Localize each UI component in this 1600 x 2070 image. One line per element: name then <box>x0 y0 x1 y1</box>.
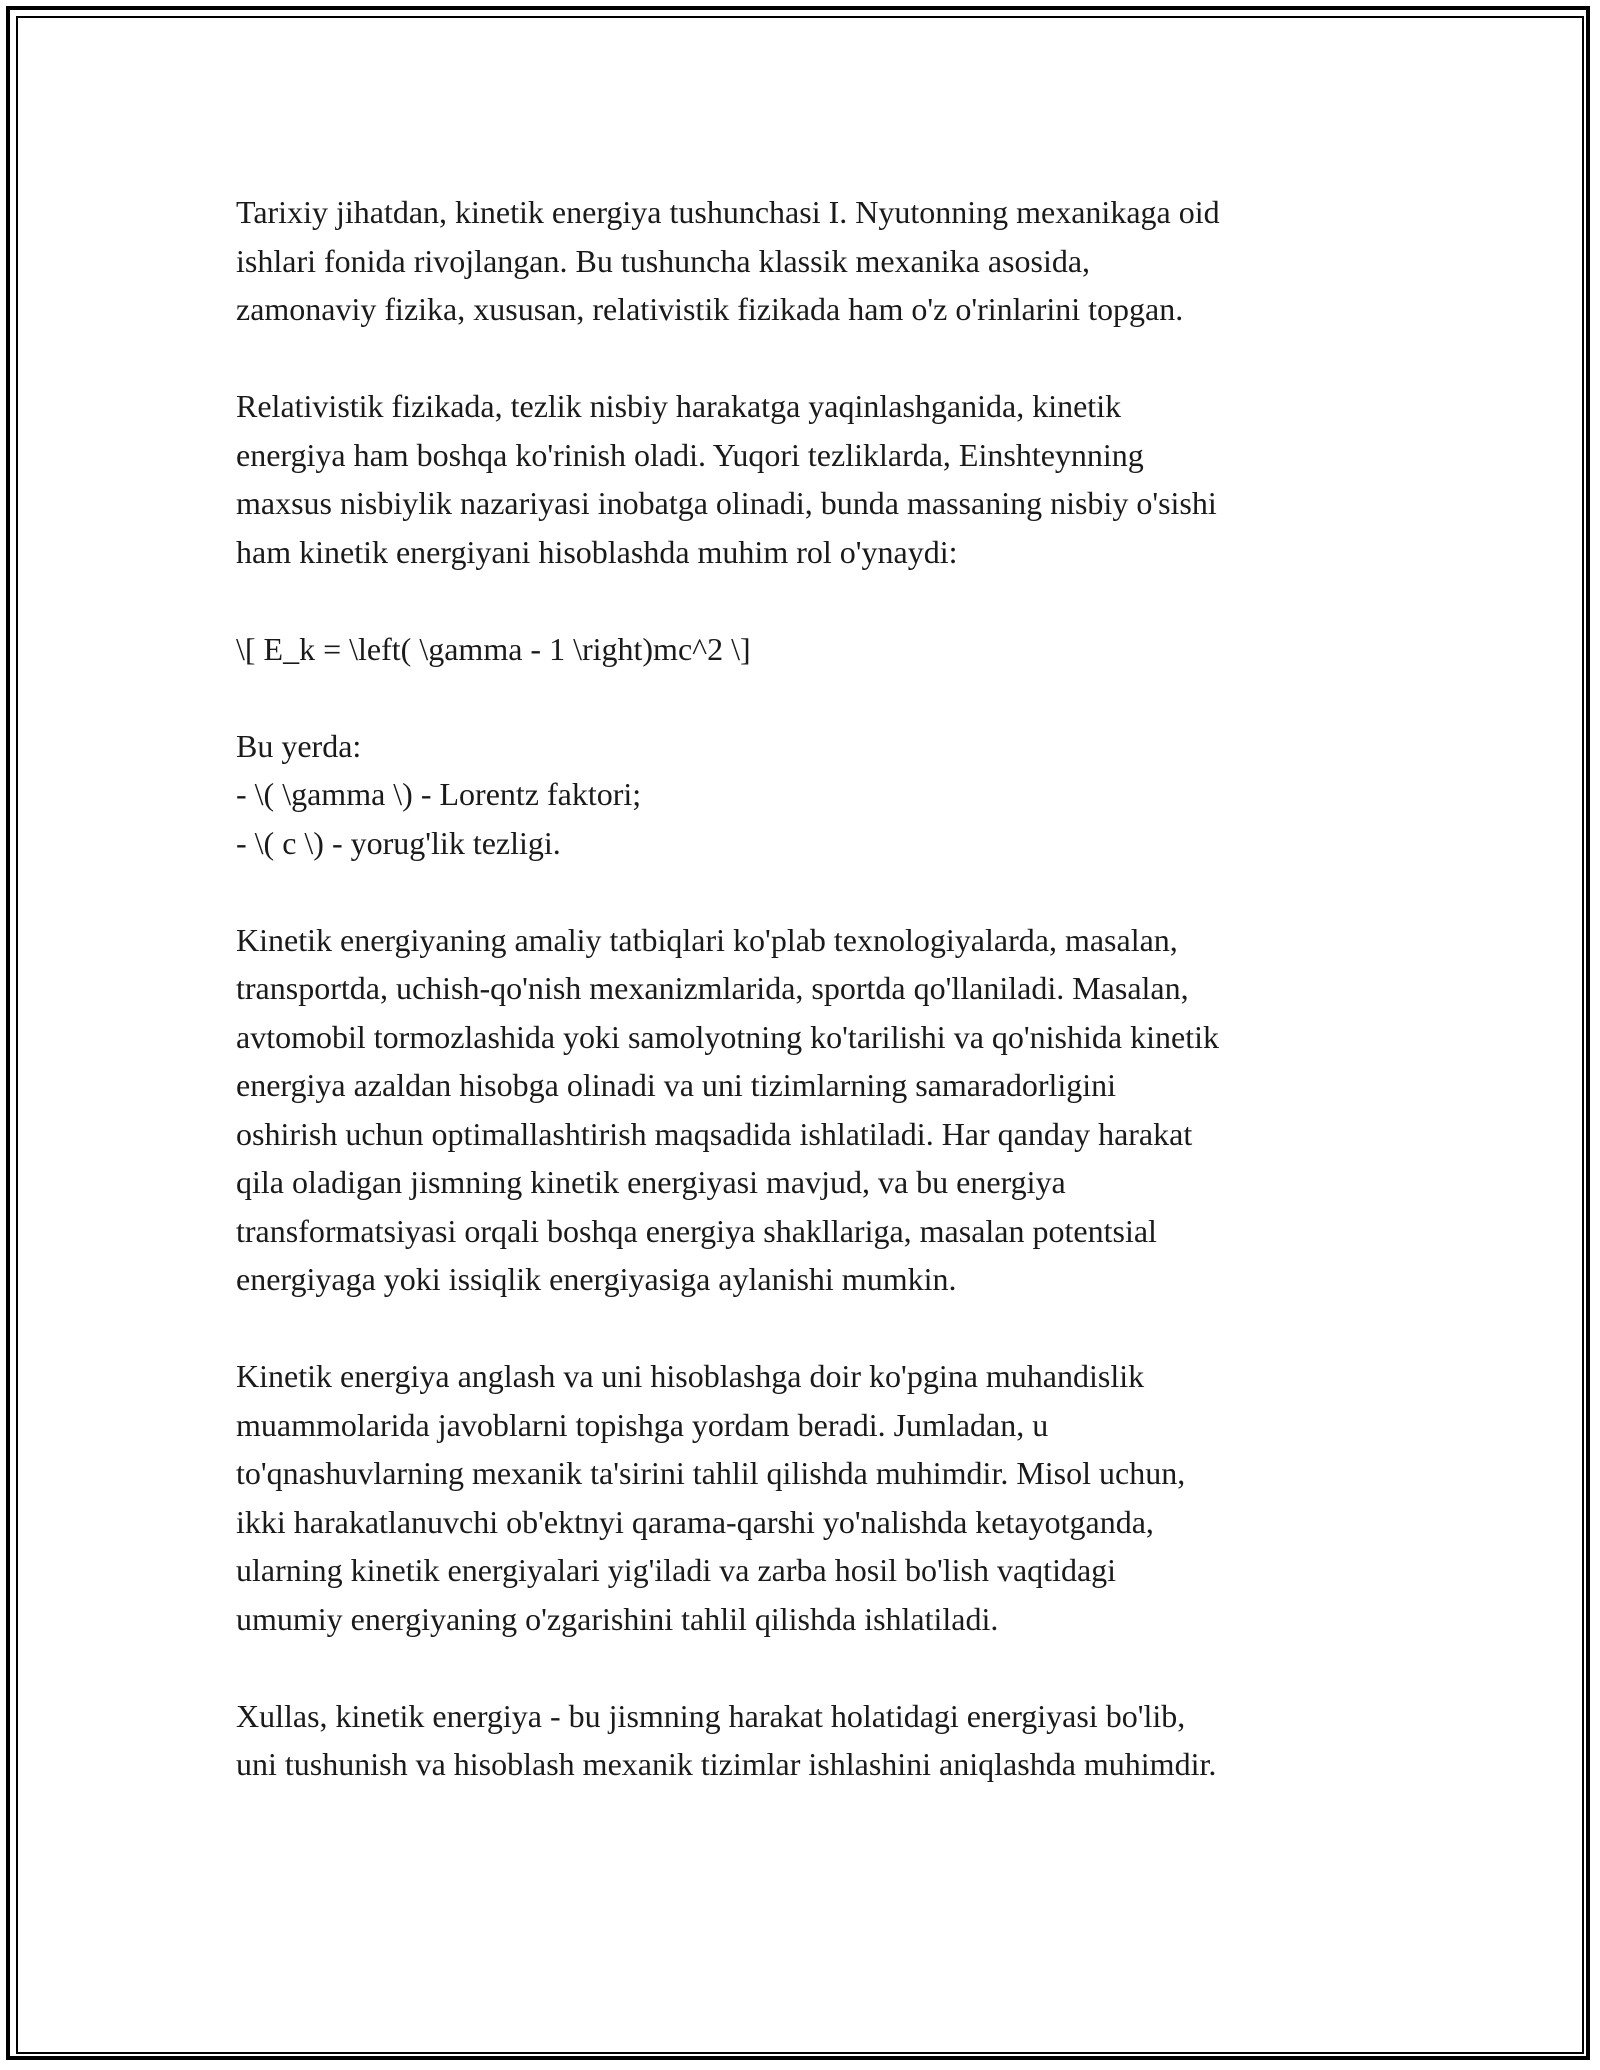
paragraph-definitions: Bu yerda: - \( \gamma \) - Lorentz faktori; - \( c \) - yorug'lik tezligi. <box>236 727 642 861</box>
document-body <box>236 188 1386 1837</box>
formula-kinetic-energy: \[ E_k = \left( \gamma - 1 \right)mc^2 \] <box>236 630 751 667</box>
paragraph-history: Tarixiy jihatdan, kinetik energiya tushunchasi I. Nyutonning mexanikaga oid ishlari fonida rivojlangan. Bu tushuncha klassik mexanika asosida, zamonaviy fizika, xususan, relativistik fizikada ham o'z o'rinlarini topgan. <box>236 194 1220 327</box>
paragraph-conclusion: Xullas, kinetik energiya - bu jismning harakat holatidagi energiyasi bo'lib, uni tushunish va hisoblash mexanik tizimlar ishlashini aniqlashda muhimdir. <box>236 1697 1217 1782</box>
paragraph-applications: Kinetik energiyaning amaliy tatbiqlari ko'plab texnologiyalarda, masalan, transportda, uchish-qo'nish mexanizmlarida, sportda qo'llaniladi. Masalan, avtomobil tormozlashida yoki samolyotning ko'tarilishi va qo'nishida kinetik energiya azaldan hisobga olinadi va uni tizimlarning samaradorligini oshirish uchun optimallashtirish maqsadida ishlatiladi. Har qanday harakat qila oladigan jismning kinetik energiyasi mavjud, va bu energiya transformatsiyasi orqali boshqa energiya shakllariga, masalan potentsial energiyaga yoki issiqlik energiyasiga aylanishi mumkin. <box>236 921 1219 1297</box>
paragraph-relativistic: Relativistik fizikada, tezlik nisbiy harakatga yaqinlashganida, kinetik energiya ham boshqa ko'rinish oladi. Yuqori tezliklarda, Einshteynning maxsus nisbiylik nazariyasi inobatga olinadi, bunda massaning nisbiy o'sishi ham kinetik energiyani hisoblashda muhim rol o'ynaydi: <box>236 388 1217 570</box>
paragraph-engineering: Kinetik energiya anglash va uni hisoblashga doir ko'pgina muhandislik muammolarida javoblarni topishga yordam beradi. Jumladan, u to'qnashuvlarning mexanik ta'sirini tahlil qilishda muhimdir. Misol uchun, ikki harakatlanuvchi ob'ektnyi qarama-qarshi yo'nalishda ketayotganda, ularning kinetik energiyalari yig'iladi va zarba hosil bo'lish vaqtidagi umumiy energiyaning o'zgarishini tahlil qilishda ishlatiladi. <box>236 1358 1186 1637</box>
